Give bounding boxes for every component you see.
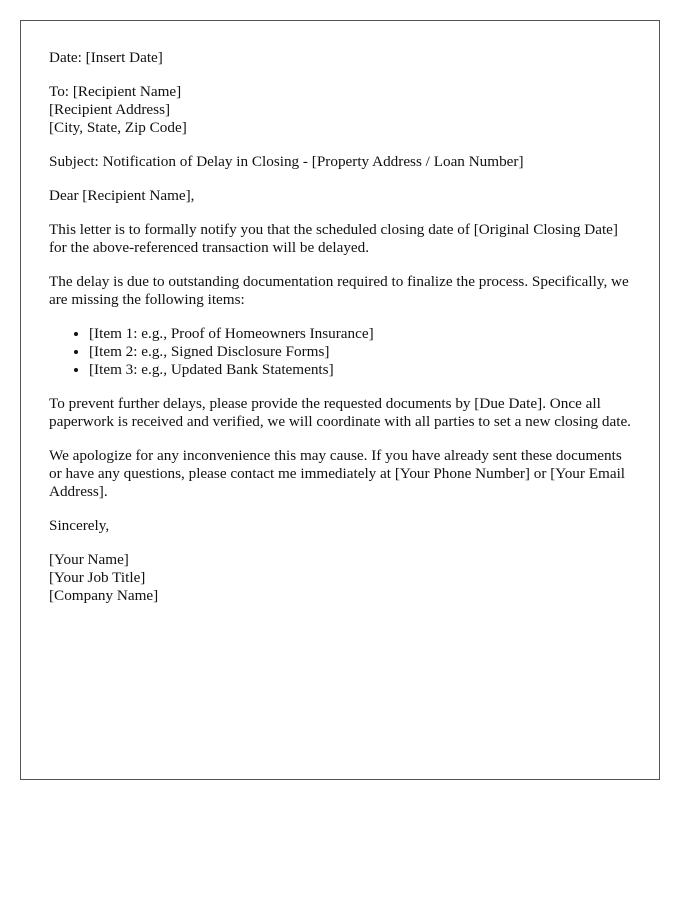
list-item: • [Item 1: e.g., Proof of Homeowners Insurance]: [89, 325, 631, 343]
recipient-name: To: [Recipient Name]: [49, 83, 182, 100]
missing-items-list: [49, 325, 631, 379]
recipient-block: [49, 83, 631, 137]
body-paragraph-4: We apologize for any inconvenience this may cause. If you have already sent these documents or have any questions, please contact me immediately at [Your Phone Number] or [Your Email Address].: [49, 447, 626, 500]
body-paragraph-1: This letter is to formally notify you that the scheduled closing date of [Original Closing Date] for the above-referenced transaction will be delayed.: [49, 221, 618, 256]
list-item: • [Item 3: e.g., Updated Bank Statements]: [89, 361, 631, 379]
signature-company: [Company Name]: [49, 587, 159, 604]
list-item: • [Item 2: e.g., Signed Disclosure Forms]: [89, 343, 631, 361]
closing: Sincerely,: [49, 517, 110, 534]
body-paragraph-2: The delay is due to outstanding documentation required to finalize the process. Specifically, we are missing the following items:: [49, 273, 629, 308]
signature-name: [Your Name]: [49, 551, 129, 568]
signature-block: [49, 551, 631, 605]
recipient-address: [Recipient Address]: [49, 101, 171, 118]
recipient-city-state-zip: [City, State, Zip Code]: [49, 119, 187, 136]
signature-title: [Your Job Title]: [49, 569, 146, 586]
letter-page: [20, 20, 660, 780]
body-paragraph-3: To prevent further delays, please provide the requested documents by [Due Date]. Once all paperwork is received and verified, we will coordinate with all parties to set a new closing date.: [49, 395, 631, 430]
letter-subject: Subject: Notification of Delay in Closing - [Property Address / Loan Number]: [49, 153, 524, 170]
letter-date: Date: [Insert Date]: [49, 49, 163, 66]
salutation: Dear [Recipient Name],: [49, 187, 195, 204]
